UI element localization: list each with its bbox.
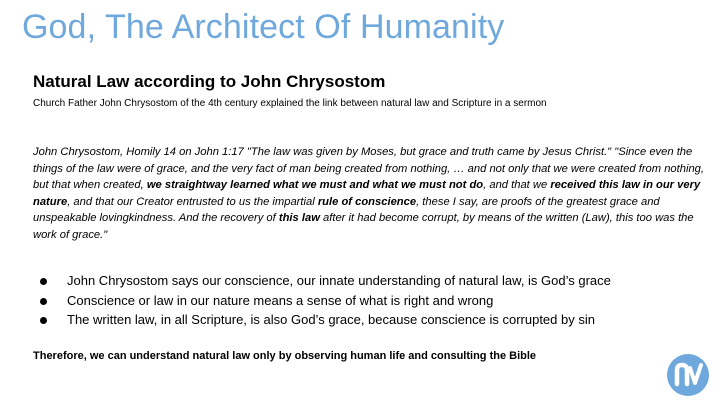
bullet-dot-icon: [40, 278, 47, 285]
bullet-text: John Chrysostom says our conscience, our innate understanding of natural law, is God’s grace: [67, 273, 611, 288]
bullet-dot-icon: [40, 298, 47, 305]
quote-segment: John Chrysostom, Homily 14 on John 1:17 "The law was given by Moses, but grace and truth came by Jesus Christ." "Since even the things of the law were of grace, and the very fact of man being created from nothing, … and not only that we were created from nothing, but that when created,: [33, 146, 705, 191]
quote-emphasis: rule of conscience: [317, 195, 417, 208]
nv-logo-icon: [666, 353, 710, 397]
bullet-item: [40, 273, 611, 293]
quote-emphasis: received this law in our very nature: [33, 179, 701, 208]
section-subheading: Church Father John Chrysostom of the 4th century explained the link between natural law and Scripture in a sermon: [33, 98, 547, 109]
quote-emphasis: this law: [278, 212, 320, 224]
bullet-text: The written law, in all Scripture, is also God’s grace, because conscience is corrupted by sin: [67, 312, 595, 327]
bullet-dot-icon: [40, 317, 47, 324]
bullet-text: Conscience or law in our nature means a sense of what is right and wrong: [67, 292, 494, 308]
quote-emphasis: we straightway learned what we must and what we must not do: [146, 179, 484, 191]
quote-segment: , and that our Creator entrusted to us the impartial: [67, 195, 318, 208]
slide-title: God, The Architect Of Humanity: [22, 8, 505, 46]
quote-segment: , and that we: [483, 179, 551, 191]
section-heading: Natural Law according to John Chrysostom: [33, 72, 386, 91]
quote-segment: after it had become corrupt, by means of the written (Law), this too was the work of grace.": [33, 212, 694, 241]
bullet-item: [40, 293, 611, 313]
bullet-list: [40, 273, 611, 332]
quote-segment: , these I say, are proofs of the greatest grace and unspeakable lovingkindness. And the recovery of: [33, 195, 660, 224]
conclusion-text: Therefore, we can understand natural law only by observing human life and consulting the Bible: [33, 350, 537, 362]
bullet-item: [40, 312, 611, 332]
chrysostom-quote: [33, 144, 708, 243]
